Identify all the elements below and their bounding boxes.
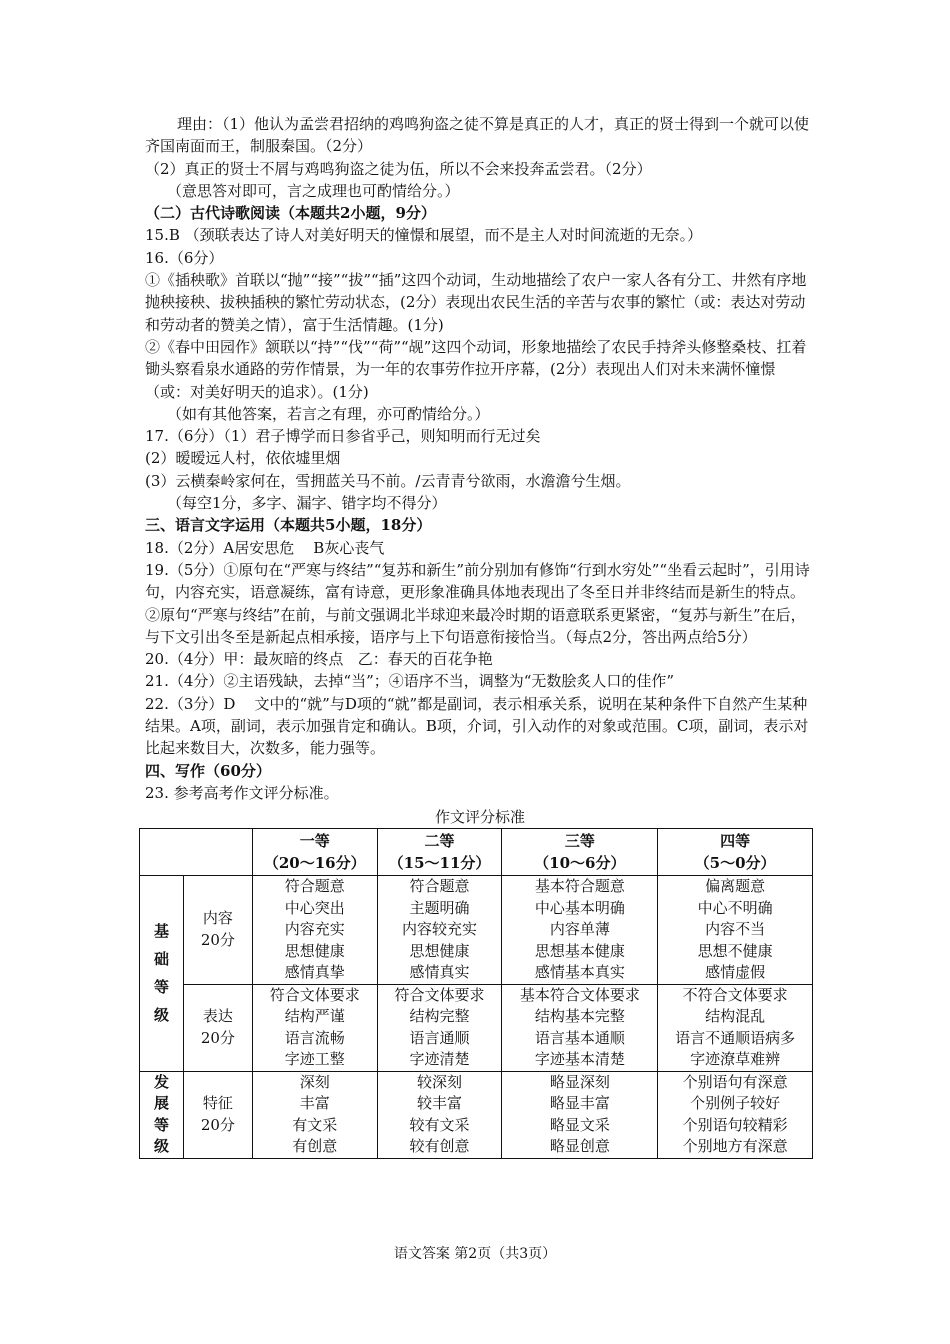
answer-21: 21.（4分）②主语残缺，去掉“当”；④语序不当，调整为“无数脍炙人口的佳作” <box>145 672 675 691</box>
grading-note: （每空1分，多字、漏字、错字均不得分） <box>167 494 447 513</box>
level-char: 等 <box>153 1115 169 1134</box>
rubric-text: 略显深刻 <box>549 1072 610 1091</box>
rubric-cell <box>658 876 813 985</box>
grade-range: （20～16分） <box>263 854 366 873</box>
rubric-text: 内容单薄 <box>549 920 610 939</box>
rubric-text: 偏离题意 <box>705 877 766 896</box>
rubric-text: 个别例子较好 <box>690 1094 781 1113</box>
level-char: 展 <box>153 1094 169 1113</box>
rubric-text: 内容充实 <box>284 920 345 939</box>
rubric-text: 内容较充实 <box>402 920 478 939</box>
rubric-text: 较深刻 <box>417 1072 463 1091</box>
rubric-text: 结构基本完整 <box>534 1007 625 1026</box>
criterion-name: 表达 <box>202 1007 233 1026</box>
header-blank-cell <box>140 829 253 876</box>
page-footer: 语文答案 第2页（共3页） <box>393 1246 557 1262</box>
rubric-text: 较有文采 <box>409 1115 470 1134</box>
rubric-text: 较丰富 <box>417 1094 463 1113</box>
criterion-label <box>183 876 252 985</box>
rubric-text: 基本符合题意 <box>534 877 625 896</box>
rubric-text: 感情基本真实 <box>534 963 625 982</box>
grade-range: （10～6分） <box>534 854 626 873</box>
level-char: 级 <box>153 1137 169 1156</box>
rubric-text: 深刻 <box>299 1072 330 1091</box>
answer-16-part2: ②《春中田园作》颔联以“持”“伐”“荷”“觇”这四个动词，形象地描绘了农民手持斧头修整桑枝、扛着锄头察看泉水通路的劳作情景，为一年的农事劳作拉开序幕，(2分）表现出人们对未来满怀憧憬（或：对美好明天的追求）。(1分) <box>145 337 807 401</box>
rubric-cell <box>502 984 658 1071</box>
answer-17: 17.（6分）（1）君子博学而日参省乎己，则知明而行无过矣 <box>145 427 541 446</box>
criterion-points: 20分 <box>200 1115 235 1134</box>
reason-paragraph: 理由：（1）他认为孟尝君招纳的鸡鸣狗盗之徒不算是真正的人才，真正的贤士得到一个就可以使齐国南面而王，制服秦国。（2分） <box>145 115 810 156</box>
level-char: 发 <box>153 1072 169 1091</box>
grade-header-3 <box>502 829 658 876</box>
development-level-label <box>140 1071 184 1158</box>
criterion-points: 20分 <box>200 930 235 949</box>
criterion-name: 内容 <box>202 909 233 928</box>
grade-name: 三等 <box>564 832 595 851</box>
answer-18: 18.（2分）A居安思危 B灰心丧气 <box>145 538 385 557</box>
expression-row <box>140 984 813 1071</box>
rubric-cell <box>377 1071 502 1158</box>
rubric-text: 思想不健康 <box>697 941 773 960</box>
section-heading: 四、写作（60分） <box>145 761 271 780</box>
section-heading: 三、语言文字运用（本题共5小题，18分） <box>145 516 432 535</box>
answer-22: 22.（3分）D 文中的“就”与D项的“就”都是副词，表示相承关系，说明在某种条件下自然产生某种结果。A项，副词，表示加强肯定和确认。B项，介词，引入动作的对象或范围。C项，副词，表示对比起来数目大，次数多，能力强等。 <box>145 694 809 758</box>
rubric-text: 符合题意 <box>409 877 470 896</box>
rubric-text: 内容不当 <box>705 920 766 939</box>
rubric-cell <box>252 1071 377 1158</box>
grade-header-4 <box>658 829 813 876</box>
rubric-text: 个别地方有深意 <box>682 1137 788 1156</box>
grade-range: （15～11分） <box>388 854 491 873</box>
rubric-text: 中心基本明确 <box>534 898 625 917</box>
rubric-text: 字迹基本清楚 <box>534 1050 625 1069</box>
grading-note: （如有其他答案，若言之有理，亦可酌情给分。） <box>167 404 490 423</box>
answer-15: 15.B （颈联表达了诗人对美好明天的憧憬和展望，而不是主人对时间流逝的无奈。） <box>145 226 703 245</box>
rubric-cell <box>377 984 502 1071</box>
table-title: 作文评分标准 <box>434 808 525 827</box>
rubric-text: 思想健康 <box>284 941 345 960</box>
feature-row <box>140 1071 813 1158</box>
rubric-text: 结构混乱 <box>705 1007 766 1026</box>
rubric-text: 字迹工整 <box>284 1050 345 1069</box>
rubric-text: 符合题意 <box>284 877 345 896</box>
rubric-text: 符合文体要求 <box>394 985 485 1004</box>
rubric-cell <box>377 876 502 985</box>
rubric-text: 略显丰富 <box>549 1094 610 1113</box>
rubric-text: 语言基本通顺 <box>534 1028 625 1047</box>
rubric-text: 基本符合文体要求 <box>519 985 640 1004</box>
rubric-text: 略显文采 <box>549 1115 610 1134</box>
table-header-row <box>140 829 813 876</box>
grade-name: 四等 <box>720 832 751 851</box>
basic-level-label <box>140 876 184 1072</box>
rubric-cell <box>502 1071 658 1158</box>
answer-17-3: (3）云横秦岭家何在，雪拥蓝关马不前。/云青青兮欲雨，水澹澹兮生烟。 <box>145 471 631 490</box>
answer-content <box>145 113 815 1159</box>
rubric-text: 语言不通顺语病多 <box>675 1028 796 1047</box>
rubric-text: 丰富 <box>299 1094 330 1113</box>
grade-header-2 <box>377 829 502 876</box>
criterion-name: 特征 <box>202 1094 233 1113</box>
rubric-cell <box>502 876 658 985</box>
rubric-cell <box>252 984 377 1071</box>
answer-20: 20.（4分）甲：最灰暗的终点 乙：春天的百花争艳 <box>145 650 493 669</box>
criterion-label <box>183 1071 252 1158</box>
rubric-text: 中心不明确 <box>697 898 773 917</box>
grade-range: （5～0分） <box>694 854 776 873</box>
rubric-text: 不符合文体要求 <box>682 985 788 1004</box>
answer-16-part1: ①《插秧歌》首联以“抛”“接”“拔”“插”这四个动词，生动地描绘了农户一家人各有分工、井然有序地抛秧接秧、拔秧插秧的繁忙劳动状态，(2分）表现出农民生活的辛苦与农事的繁忙（或：表达对劳动和劳动者的赞美之情），富于生活情趣。(1分) <box>145 271 807 334</box>
rubric-cell <box>658 1071 813 1158</box>
answer-16-header: 16.（6分） <box>145 248 224 267</box>
rubric-text: 思想健康 <box>409 941 470 960</box>
level-char: 级 <box>153 1006 169 1025</box>
rubric-text: 较有创意 <box>409 1137 470 1156</box>
answer-19: 19.（5分）①原句在“严寒与终结”“复苏和新生”前分别加有修饰“行到水穷处”“坐看云起时”，引用诗句，内容充实，语意凝练，富有诗意，更形象准确具体地表现出了冬至日并非终结而是新生的特点。②原句“严寒与终结”在前，与前文强调北半球迎来最冷时期的语意联系更紧密，“复苏与新生”在后，与下文引出冬至是新起点相承接，语序与上下句语意衔接恰当。（每点2分，答出两点给5分） <box>145 560 810 646</box>
answer-23: 23. 参考高考作文评分标准。 <box>145 783 339 802</box>
level-char: 基 <box>153 922 169 941</box>
rubric-text: 个别语句较精彩 <box>682 1115 788 1134</box>
criterion-label <box>183 984 252 1071</box>
grade-header-1 <box>252 829 377 876</box>
rubric-text: 结构严谨 <box>284 1007 345 1026</box>
level-char: 础 <box>153 950 169 969</box>
level-char: 等 <box>153 978 169 997</box>
grade-name: 二等 <box>424 832 455 851</box>
rubric-text: 感情真实 <box>409 963 470 982</box>
content-row <box>140 876 813 985</box>
rubric-text: 结构完整 <box>409 1007 470 1026</box>
rubric-text: 语言流畅 <box>284 1028 345 1047</box>
rubric-text: 有创意 <box>292 1137 338 1156</box>
rubric-text: 有文采 <box>292 1115 338 1134</box>
rubric-cell <box>252 876 377 985</box>
rubric-cell <box>658 984 813 1071</box>
grading-note: （意思答对即可，言之成理也可酌情给分。） <box>167 181 460 200</box>
rubric-text: 略显创意 <box>549 1137 610 1156</box>
criterion-points: 20分 <box>200 1028 235 1047</box>
rubric-text: 符合文体要求 <box>269 985 360 1004</box>
rubric-text: 感情虚假 <box>705 963 766 982</box>
rubric-text: 字迹清楚 <box>409 1050 470 1069</box>
rubric-text: 中心突出 <box>284 898 345 917</box>
grade-name: 一等 <box>299 832 330 851</box>
rubric-text: 语言通顺 <box>409 1028 470 1047</box>
answer-line: （2）真正的贤士不屑与鸡鸣狗盗之徒为伍，所以不会来投奔孟尝君。（2分） <box>145 159 652 178</box>
rubric-text: 主题明确 <box>409 898 470 917</box>
answer-17-2: (2）暧暧远人村，依依墟里烟 <box>145 449 341 468</box>
rubric-text: 个别语句有深意 <box>682 1072 788 1091</box>
rubric-text: 字迹潦草难辨 <box>690 1050 781 1069</box>
rubric-text: 思想基本健康 <box>534 941 625 960</box>
scoring-table <box>139 828 813 1159</box>
rubric-text: 感情真挚 <box>284 963 345 982</box>
section-heading: （二）古代诗歌阅读（本题共2小题，9分） <box>145 204 436 223</box>
